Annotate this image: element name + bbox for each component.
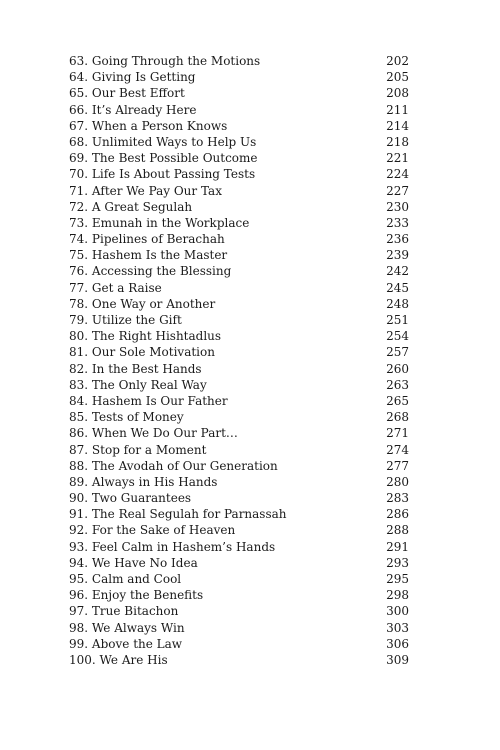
toc-entry-title bbox=[69, 199, 192, 215]
toc-entry-text: After We Pay Our Tax bbox=[91, 183, 222, 198]
toc-entry bbox=[69, 539, 409, 555]
toc-entry-text: Utilize the Gift bbox=[91, 313, 182, 327]
toc-entry-number: 86. bbox=[69, 426, 89, 441]
toc-entry bbox=[69, 85, 409, 101]
toc-entry bbox=[69, 118, 409, 134]
toc-entry-title bbox=[69, 458, 278, 474]
toc-entry-text: Two Guarantees bbox=[91, 491, 192, 506]
toc-entry-title bbox=[69, 409, 184, 425]
toc-entry bbox=[69, 361, 409, 377]
toc-entry-text: Going Through the Motions bbox=[91, 54, 261, 68]
toc-entry-number: 92. bbox=[69, 523, 89, 538]
toc-entry-title bbox=[69, 652, 168, 668]
toc-entry-number: 94. bbox=[69, 555, 89, 570]
toc-entry-title bbox=[69, 215, 249, 231]
toc-entry-text: Accessing the Blessing bbox=[91, 264, 232, 279]
toc-entry-number: 89. bbox=[69, 474, 89, 489]
toc-entry-text: Get a Raise bbox=[91, 280, 162, 295]
toc-entry bbox=[69, 344, 409, 360]
toc-entry-title bbox=[69, 490, 191, 506]
toc-entry bbox=[69, 425, 409, 441]
toc-entry bbox=[69, 231, 409, 247]
toc-entry-title bbox=[69, 587, 203, 603]
toc-entry bbox=[69, 312, 409, 328]
toc-entry-number: 96. bbox=[69, 588, 89, 603]
toc-entry-title bbox=[69, 620, 185, 636]
toc-entry-page: 214 bbox=[386, 118, 409, 133]
toc-entry-page: 277 bbox=[386, 458, 409, 473]
toc-entry-title bbox=[69, 636, 182, 652]
toc-entry bbox=[69, 280, 409, 296]
toc-entry-title bbox=[69, 393, 228, 409]
toc-entry-title bbox=[69, 85, 185, 101]
toc-entry-page: 233 bbox=[386, 215, 409, 230]
toc-entry bbox=[69, 183, 409, 199]
toc-entry bbox=[69, 587, 409, 603]
toc-entry-title bbox=[69, 150, 258, 166]
toc-entry-text: For the Sake of Heaven bbox=[91, 523, 236, 538]
toc-entry-page: 283 bbox=[386, 491, 409, 506]
toc-entry-page: 300 bbox=[386, 604, 409, 619]
toc-entry-number: 93. bbox=[69, 539, 89, 554]
toc-entry bbox=[69, 620, 409, 636]
toc-entry bbox=[69, 458, 409, 474]
toc-entry-number: 99. bbox=[69, 636, 89, 651]
toc-entry-page: 286 bbox=[386, 507, 409, 522]
toc-entry bbox=[69, 377, 409, 393]
toc-entry-number: 75. bbox=[69, 248, 89, 263]
toc-entry-page: 221 bbox=[386, 151, 409, 166]
toc-entry-page: 236 bbox=[386, 232, 409, 247]
toc-entry-page: 291 bbox=[386, 539, 409, 554]
toc-entry-page: 295 bbox=[386, 572, 409, 586]
toc-entry-page: 218 bbox=[386, 134, 409, 149]
toc-entry bbox=[69, 247, 409, 263]
toc-entry-number: 63. bbox=[69, 54, 89, 68]
toc-entry-text: Our Sole Motivation bbox=[91, 345, 215, 360]
toc-entry-text: Unlimited Ways to Help Us bbox=[91, 134, 257, 149]
toc-entry-text: Our Best Effort bbox=[91, 86, 185, 101]
toc-entry bbox=[69, 555, 409, 571]
toc-entry-title bbox=[69, 571, 181, 587]
toc-entry-page: 205 bbox=[386, 70, 409, 85]
toc-entry bbox=[69, 409, 409, 425]
toc-entry-title bbox=[69, 166, 255, 182]
toc-entry-page: 260 bbox=[386, 361, 409, 376]
toc-entry-number: 95. bbox=[69, 572, 89, 586]
toc-entry-text: Pipelines of Berachah bbox=[91, 232, 225, 247]
toc-entry-title bbox=[69, 102, 196, 118]
toc-entry bbox=[69, 571, 409, 587]
toc-entry-number: 81. bbox=[69, 345, 89, 360]
toc-entry-number: 77. bbox=[69, 280, 89, 295]
toc-entry-title bbox=[69, 506, 287, 522]
toc-entry-number: 100. bbox=[69, 652, 96, 667]
toc-entry-title bbox=[69, 603, 178, 619]
toc-entry-title bbox=[69, 442, 206, 458]
toc-entry bbox=[69, 328, 409, 344]
toc-entry-number: 88. bbox=[69, 458, 89, 473]
toc-entry-page: 271 bbox=[386, 426, 409, 441]
toc-entry-text: Above the Law bbox=[91, 636, 183, 651]
toc-entry bbox=[69, 166, 409, 182]
toc-entry-title bbox=[69, 118, 227, 134]
toc-entry-number: 67. bbox=[69, 118, 89, 133]
toc-entry-title bbox=[69, 312, 182, 328]
toc-entry-title bbox=[69, 296, 215, 312]
toc-entry bbox=[69, 474, 409, 490]
toc-entry-number: 87. bbox=[69, 442, 89, 457]
toc-entry-page: 224 bbox=[386, 167, 409, 182]
toc-entry-page: 293 bbox=[386, 555, 409, 570]
toc-entry-text: Stop for a Moment bbox=[91, 442, 207, 457]
toc-entry-page: 265 bbox=[386, 393, 409, 408]
toc-entry-text: Always in His Hands bbox=[91, 474, 218, 489]
toc-entry-number: 72. bbox=[69, 199, 89, 214]
toc-entry-number: 74. bbox=[69, 232, 89, 247]
toc-entry-page: 280 bbox=[386, 474, 409, 489]
toc-entry-number: 73. bbox=[69, 215, 89, 230]
toc-entry-title bbox=[69, 361, 202, 377]
toc-entry bbox=[69, 652, 409, 668]
toc-entry-page: 288 bbox=[386, 523, 409, 538]
toc-entry bbox=[69, 522, 409, 538]
toc-entry-number: 64. bbox=[69, 70, 89, 85]
toc-entry-page: 309 bbox=[386, 652, 409, 667]
toc-entry-number: 79. bbox=[69, 313, 89, 327]
toc-entry-page: 227 bbox=[386, 183, 409, 198]
toc-entry-number: 70. bbox=[69, 167, 89, 182]
toc-entry-text: Emunah in the Workplace bbox=[91, 215, 250, 230]
toc-entry-text: We Are His bbox=[99, 652, 168, 667]
toc-entry-text: We Always Win bbox=[91, 620, 185, 635]
toc-entry-text: When We Do Our Part… bbox=[91, 426, 238, 441]
toc-entry-title bbox=[69, 474, 217, 490]
toc-entry-text: A Great Segulah bbox=[91, 199, 193, 214]
toc-entry bbox=[69, 69, 409, 85]
toc-entry-text: Calm and Cool bbox=[91, 572, 182, 586]
toc-entry-number: 66. bbox=[69, 102, 89, 117]
toc-entry-page: 208 bbox=[386, 86, 409, 101]
toc-entry bbox=[69, 296, 409, 312]
toc-entry-title bbox=[69, 539, 275, 555]
toc-entry-title bbox=[69, 328, 221, 344]
toc-entry bbox=[69, 393, 409, 409]
toc-entry-text: Giving Is Getting bbox=[91, 70, 196, 85]
toc-entry-number: 85. bbox=[69, 410, 89, 425]
toc-entry-text: The Best Possible Outcome bbox=[91, 151, 258, 166]
toc-entry-page: 248 bbox=[386, 296, 409, 311]
toc-entry-text: The Real Segulah for Parnassah bbox=[91, 507, 287, 522]
toc-entry bbox=[69, 603, 409, 619]
toc-entry bbox=[69, 199, 409, 215]
toc-entry-number: 90. bbox=[69, 491, 89, 506]
toc-entry-page: 306 bbox=[386, 636, 409, 651]
toc-entry-title bbox=[69, 134, 256, 150]
toc-entry-number: 71. bbox=[69, 183, 89, 198]
toc-entry-text: Tests of Money bbox=[91, 410, 184, 425]
toc-entry-title bbox=[69, 247, 227, 263]
toc-entry bbox=[69, 150, 409, 166]
toc-entry-title bbox=[69, 425, 238, 441]
toc-entry-text: The Avodah of Our Generation bbox=[91, 458, 278, 473]
toc-entry bbox=[69, 134, 409, 150]
toc-entry-text: Enjoy the Benefits bbox=[91, 588, 204, 603]
toc-entry-text: The Right Hishtadlus bbox=[91, 329, 222, 344]
toc-entry-page: 263 bbox=[386, 377, 409, 392]
toc-entry bbox=[69, 636, 409, 652]
toc-entry-number: 80. bbox=[69, 329, 89, 344]
table-of-contents bbox=[69, 53, 409, 668]
toc-entry bbox=[69, 102, 409, 118]
toc-entry-number: 84. bbox=[69, 393, 89, 408]
toc-entry-text: It’s Already Here bbox=[91, 102, 197, 117]
toc-entry-page: 239 bbox=[386, 248, 409, 263]
toc-entry-number: 98. bbox=[69, 620, 89, 635]
toc-entry-page: 303 bbox=[386, 620, 409, 635]
toc-entry bbox=[69, 442, 409, 458]
toc-entry bbox=[69, 490, 409, 506]
toc-entry-number: 82. bbox=[69, 361, 89, 376]
toc-entry-title bbox=[69, 263, 231, 279]
toc-entry-number: 65. bbox=[69, 86, 89, 101]
toc-entry-page: 202 bbox=[386, 54, 409, 68]
toc-entry-title bbox=[69, 69, 195, 85]
toc-entry-page: 251 bbox=[386, 313, 409, 327]
toc-entry-text: The Only Real Way bbox=[91, 377, 207, 392]
toc-entry-title bbox=[69, 280, 162, 296]
toc-entry-title bbox=[69, 522, 235, 538]
toc-entry-text: Hashem Is Our Father bbox=[91, 393, 228, 408]
toc-entry-page: 211 bbox=[386, 102, 409, 117]
toc-entry-title bbox=[69, 377, 207, 393]
toc-entry-text: One Way or Another bbox=[91, 296, 216, 311]
toc-entry-title bbox=[69, 555, 198, 571]
toc-entry-page: 242 bbox=[386, 264, 409, 279]
toc-entry bbox=[69, 215, 409, 231]
toc-entry-page: 245 bbox=[386, 280, 409, 295]
toc-entry bbox=[69, 53, 409, 69]
toc-entry-page: 274 bbox=[386, 442, 409, 457]
toc-entry-text: In the Best Hands bbox=[91, 361, 202, 376]
toc-entry bbox=[69, 263, 409, 279]
toc-entry-number: 68. bbox=[69, 134, 89, 149]
toc-entry-number: 76. bbox=[69, 264, 89, 279]
toc-entry-number: 83. bbox=[69, 377, 89, 392]
toc-entry-page: 254 bbox=[386, 329, 409, 344]
toc-entry-number: 97. bbox=[69, 604, 89, 619]
toc-entry-title bbox=[69, 231, 225, 247]
toc-entry-text: When a Person Knows bbox=[91, 118, 228, 133]
toc-entry-text: Feel Calm in Hashem’s Hands bbox=[91, 539, 276, 554]
toc-entry-title bbox=[69, 183, 222, 199]
toc-entry-text: Hashem Is the Master bbox=[91, 248, 228, 263]
toc-entry bbox=[69, 506, 409, 522]
toc-entry-number: 78. bbox=[69, 296, 89, 311]
toc-entry-number: 69. bbox=[69, 151, 89, 166]
toc-entry-text: True Bitachon bbox=[91, 604, 179, 619]
toc-entry-number: 91. bbox=[69, 507, 89, 522]
toc-entry-page: 268 bbox=[386, 410, 409, 425]
toc-entry-text: Life Is About Passing Tests bbox=[91, 167, 256, 182]
toc-entry-text: We Have No Idea bbox=[91, 555, 198, 570]
toc-entry-title bbox=[69, 344, 215, 360]
toc-entry-page: 230 bbox=[386, 199, 409, 214]
toc-entry-title bbox=[69, 53, 260, 69]
toc-entry-page: 298 bbox=[386, 588, 409, 603]
toc-entry-page: 257 bbox=[386, 345, 409, 360]
